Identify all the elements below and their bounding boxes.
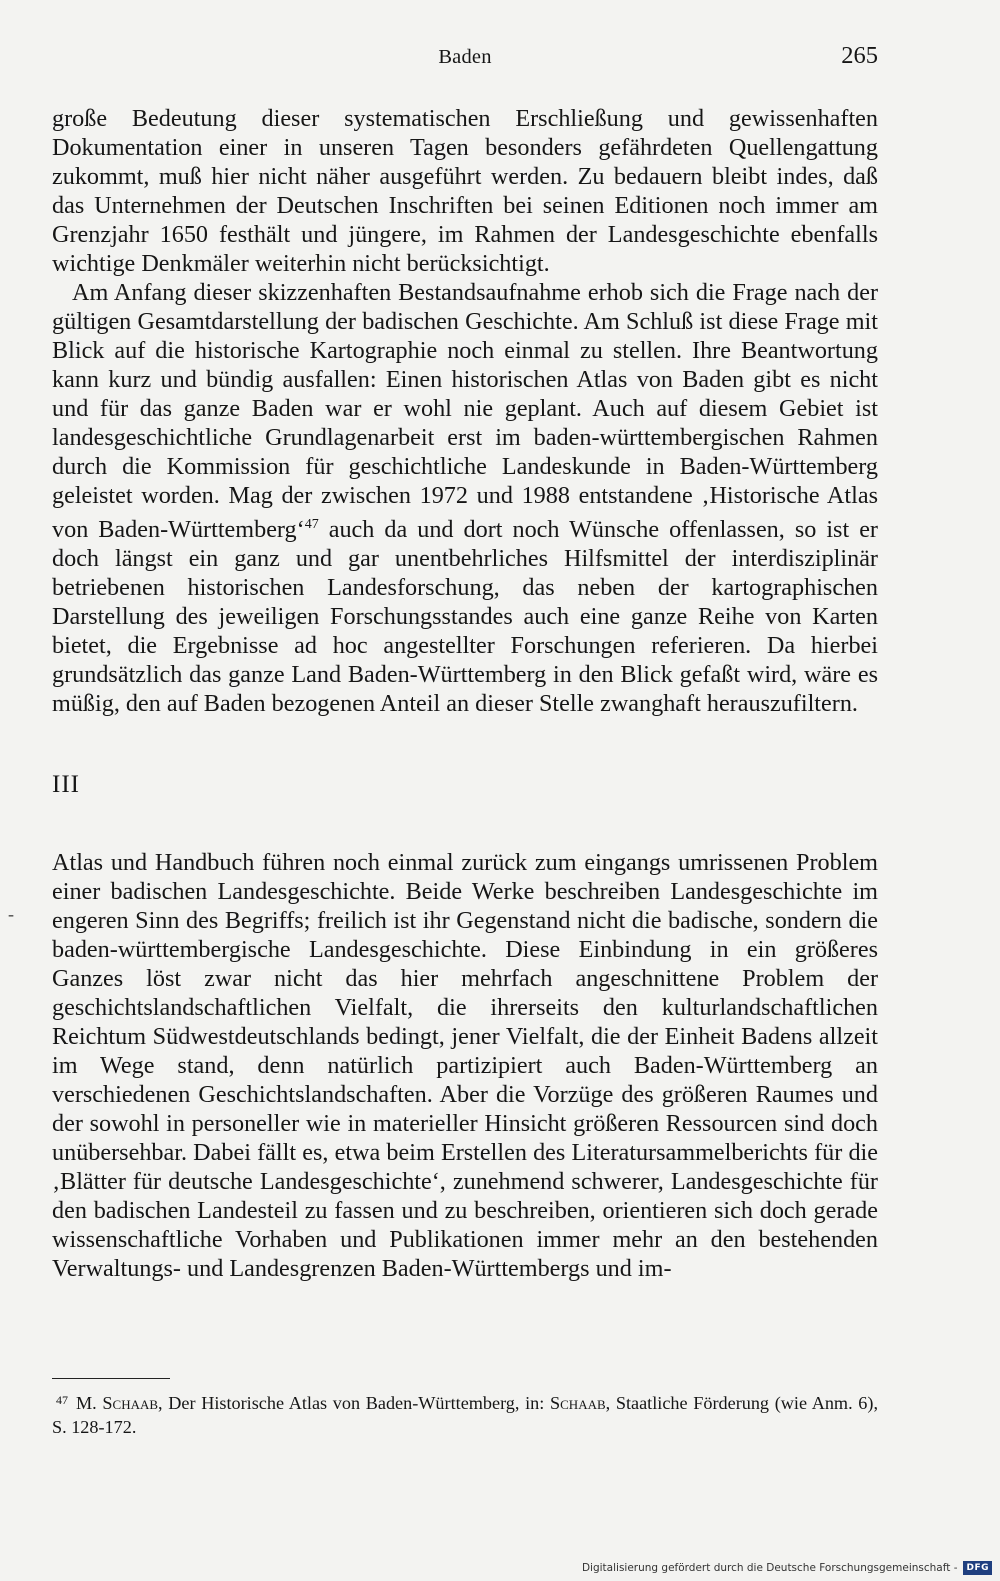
running-head xyxy=(52,42,878,78)
credit-text: Digitalisierung gefördert durch die Deutsche Forschungsgemeinschaft - xyxy=(581,1562,958,1574)
footnote-47 xyxy=(52,1388,878,1439)
footnote-author-initial: M. xyxy=(76,1393,97,1413)
paragraph-1: große Bedeutung dieser systematischen Erschließung und gewissenhaften Dokumentation einer in unseren Tagen besonders gefährdeten Quellengattung zukommt, muß hier nicht näher ausgeführt werden. Zu bedauern bleibt indes, daß das Unternehmen der Deutschen Inschriften bei seinen Editionen noch immer am Grenzjahr 1650 festhält und jüngere, im Rahmen der Landesgeschichte ebenfalls wichtige Denkmäler weiterhin nicht berücksichtigt. xyxy=(52,105,878,277)
margin-mark: - xyxy=(8,904,14,924)
running-title: Baden xyxy=(438,46,492,68)
section-heading: III xyxy=(52,771,80,798)
body-text xyxy=(52,104,878,1283)
dfg-logo[interactable]: DFG xyxy=(963,1561,992,1575)
footnote-reference[interactable]: 47 xyxy=(304,517,319,532)
paragraph-2-part-1: Am Anfang dieser skizzenhaften Bestandsaufnahme erhob sich die Frage nach der gültigen Gesamtdarstellung der badischen Geschichte. Am Schluß ist diese Frage mit Blick auf die historische Kartographie noch einmal zu stellen. Ihre Beantwortung kann kurz und bündig ausfallen: Einen historischen Atlas von Baden gibt es nicht und für das ganze Baden war er wohl nie geplant. Auch auf diesem Gebiet ist landesgeschichtliche Grundlagenarbeit erst im baden-württembergischen Rahmen durch die Kommission für geschichtliche Landeskunde in Baden-Württemberg geleistet worden. Mag der zwischen 1972 und 1988 entstandene ‚Historische Atlas von Baden-Württemberg‘ xyxy=(52,279,878,543)
footnote-number: 47 xyxy=(56,1393,68,1407)
digitization-credit xyxy=(582,1559,992,1577)
footnote-ref-rest: , Staatliche Förderung (wie Anm. 6), S. 128-172. xyxy=(52,1393,879,1437)
page-number: 265 xyxy=(841,42,878,69)
paragraph-2 xyxy=(52,278,878,718)
footnote-author-name: Schaab xyxy=(102,1393,159,1413)
footnote-divider xyxy=(52,1378,170,1379)
paragraph-3: Atlas und Handbuch führen noch einmal zurück zum eingangs umrissenen Problem einer badischen Landesgeschichte. Beide Werke beschreiben Landesgeschichte im engeren Sinn des Begriffs; freilich ist ihr Gegenstand nicht die badische, sondern die baden-württembergische Landesgeschichte. Diese Einbindung in ein größeres Ganzes löst zwar nicht das hier mehrfach angeschnittene Problem der geschichtslandschaftlichen Vielfalt, die ihrerseits den kulturlandschaftlichen Reichtum Südwestdeutschlands bedingt, jener Vielfalt, die der Einheit Badens allzeit im Wege stand, denn natürlich partizipiert auch Baden-Württemberg an verschiedenen Geschichtslandschaften. Aber die Vorzüge des größeren Raumes und der sowohl in personeller wie in materieller Hinsicht größeren Ressourcen sind doch unübersehbar. Dabei fällt es, etwa beim Erstellen des Literatursammelberichts für die ‚Blätter für deutsche Landesgeschichte‘, zunehmend schwerer, Landesgeschichte für den badischen Landesteil zu fassen und zu beschreiben, orientieren sich doch gerade wissenschaftliche Vorhaben und Publikationen immer mehr an den bestehenden Verwaltungs- und Landesgrenzen Baden-Württembergs und im- xyxy=(52,849,878,1282)
footnote-ref-author: Schaab xyxy=(550,1393,606,1413)
footnote-title: , Der Historische Atlas von Baden-Württemberg, in: xyxy=(158,1393,545,1413)
paragraph-2-part-2: auch da und dort noch Wünsche offenlassen, so ist er doch längst ein ganz und gar unentbehrliches Hilfsmittel der interdisziplinär betriebenen historischen Landesforschung, das neben der kartographischen Darstellung des jeweiligen Forschungsstandes auch eine ganze Reihe von Karten bietet, die Ergebnisse ad hoc angestellter Forschungen referieren. Da hierbei grundsätzlich das ganze Land Baden-Württemberg in den Blick gefaßt wird, wäre es müßig, den auf Baden bezogenen Anteil an dieser Stelle zwanghaft herauszufiltern. xyxy=(52,516,878,717)
